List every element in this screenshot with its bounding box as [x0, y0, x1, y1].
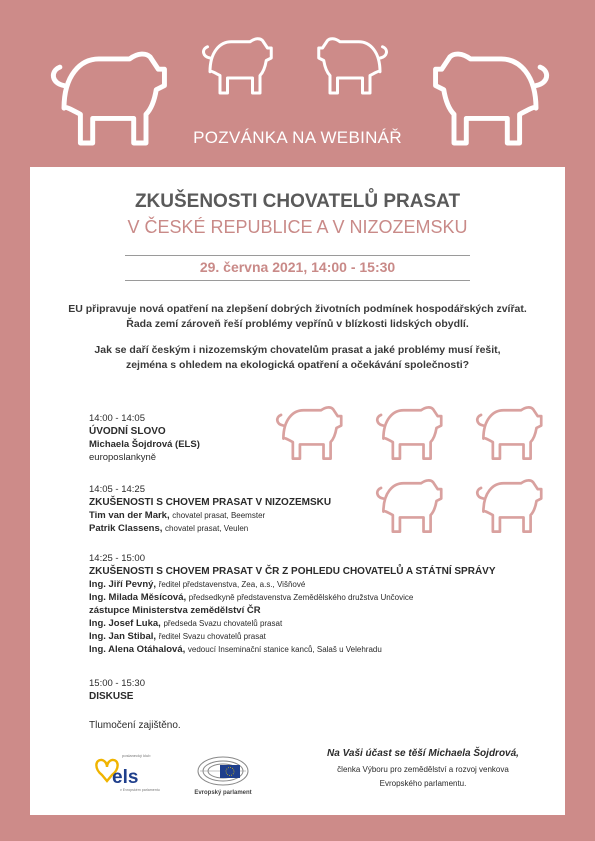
- speaker-role: chovatel prasat, Beemster: [172, 511, 266, 520]
- divider-top: [125, 255, 470, 256]
- pig-illustration-center-left: [203, 39, 271, 93]
- pig-icon: [477, 480, 541, 531]
- ministry-representative: zástupce Ministerstva zemědělství ČR: [89, 605, 261, 616]
- program-time: 14:05 - 14:25: [89, 484, 145, 495]
- els-logo: [92, 751, 174, 797]
- speaker-role: chovatel prasat, Veulen: [165, 524, 249, 533]
- speaker-name: Ing. Alena Otáhalová,: [89, 644, 186, 655]
- european-parliament-logo: [188, 747, 258, 801]
- speaker-role: europoslankyně: [89, 452, 157, 463]
- eu-flag-icon: [220, 765, 240, 778]
- els-logo-caption-bottom: v Evropském parlamentu: [120, 788, 160, 792]
- pig-illustration-center-right: [319, 39, 387, 93]
- program-title: DISKUSE: [89, 691, 134, 702]
- program-time: 14:00 - 14:05: [89, 413, 145, 424]
- pig-icon: [277, 407, 341, 458]
- speaker-role: předsedkyně představenstva Zemědělského družstva Unčovice: [188, 593, 414, 602]
- intro-paragraph-2: [30, 343, 565, 373]
- program-block-discussion: [89, 677, 145, 703]
- speaker-name: Ing. Josef Luka,: [89, 618, 161, 629]
- els-logo-caption-top: poslanecký klub: [122, 753, 151, 758]
- program-title: ZKUŠENOSTI S CHOVEM PRASAT V NIZOZEMSKU: [89, 497, 332, 508]
- intro-line-1: EU připravuje nová opatření na zlepšení dobrých životních podmínek hospodářských zvířat.: [68, 303, 527, 315]
- closing-role-line-1: členka Výboru pro zemědělství a rozvoj venkova: [337, 765, 509, 774]
- speaker-name: Tim van der Mark,: [89, 510, 170, 521]
- pig-icon: [377, 480, 441, 531]
- event-subtitle: V ČESKÉ REPUBLICE A V NIZOZEMSKU: [127, 217, 468, 237]
- event-date-time: 29. června 2021, 14:00 - 15:30: [199, 259, 396, 275]
- pig-icon: [477, 407, 541, 458]
- program-block-opening: [89, 412, 200, 464]
- program-time: 15:00 - 15:30: [89, 678, 145, 689]
- speaker-role: předseda Svazu chovatelů prasat: [163, 619, 283, 628]
- closing-signature: Na Vaši účast se těší Michaela Šojdrová,: [327, 748, 519, 759]
- pig-illustration-grid: [255, 405, 555, 535]
- speaker-name: Michaela Šojdrová (ELS): [89, 439, 200, 450]
- invitation-sheet: [30, 167, 565, 815]
- speaker-name: Ing. Jan Stibal,: [89, 631, 157, 642]
- speaker-name: Ing. Jiří Pevný,: [89, 579, 157, 590]
- speaker-name: Ing. Milada Měsícová,: [89, 592, 187, 603]
- pig-icon: [377, 407, 441, 458]
- european-parliament-caption: Evropský parlament: [194, 790, 252, 796]
- speaker-role: ředitel Svazu chovatelů prasat: [158, 632, 266, 641]
- program-block-czech: [89, 552, 496, 656]
- intro-line-3: Jak se daří českým i nizozemským chovatelům prasat a jaké problémy musí řešit,: [94, 344, 501, 356]
- interpretation-note: Tlumočení zajištěno.: [89, 720, 181, 731]
- intro-line-2: Řada zemí zároveň řeší problémy vepřínů v blízkosti lidských obydlí.: [126, 318, 469, 330]
- program-time: 14:25 - 15:00: [89, 553, 145, 564]
- intro-line-4: zejména s ohledem na ekologická opatření a očekávání společnosti?: [125, 359, 470, 371]
- closing-role-line-2: Evropského parlamentu.: [379, 779, 467, 788]
- invite-title: POZVÁNKA NA WEBINÁŘ: [193, 128, 402, 147]
- els-logo-text: els: [112, 767, 139, 788]
- speaker-role: ředitel představenstva, Zea, a.s., Višňové: [158, 580, 306, 589]
- program-title: ÚVODNÍ SLOVO: [89, 426, 166, 437]
- program-title: ZKUŠENOSTI S CHOVEM PRASAT V ČR Z POHLEDU CHOVATELŮ A STÁTNÍ SPRÁVY: [89, 566, 496, 577]
- event-title: ZKUŠENOSTI CHOVATELŮ PRASAT: [134, 191, 461, 212]
- speaker-name: Patrik Classens,: [89, 523, 163, 534]
- intro-paragraph-1: [30, 302, 565, 332]
- speaker-role: vedoucí Inseminační stanice kanců, Salaš u Velehradu: [187, 645, 382, 654]
- divider-bottom: [125, 280, 470, 281]
